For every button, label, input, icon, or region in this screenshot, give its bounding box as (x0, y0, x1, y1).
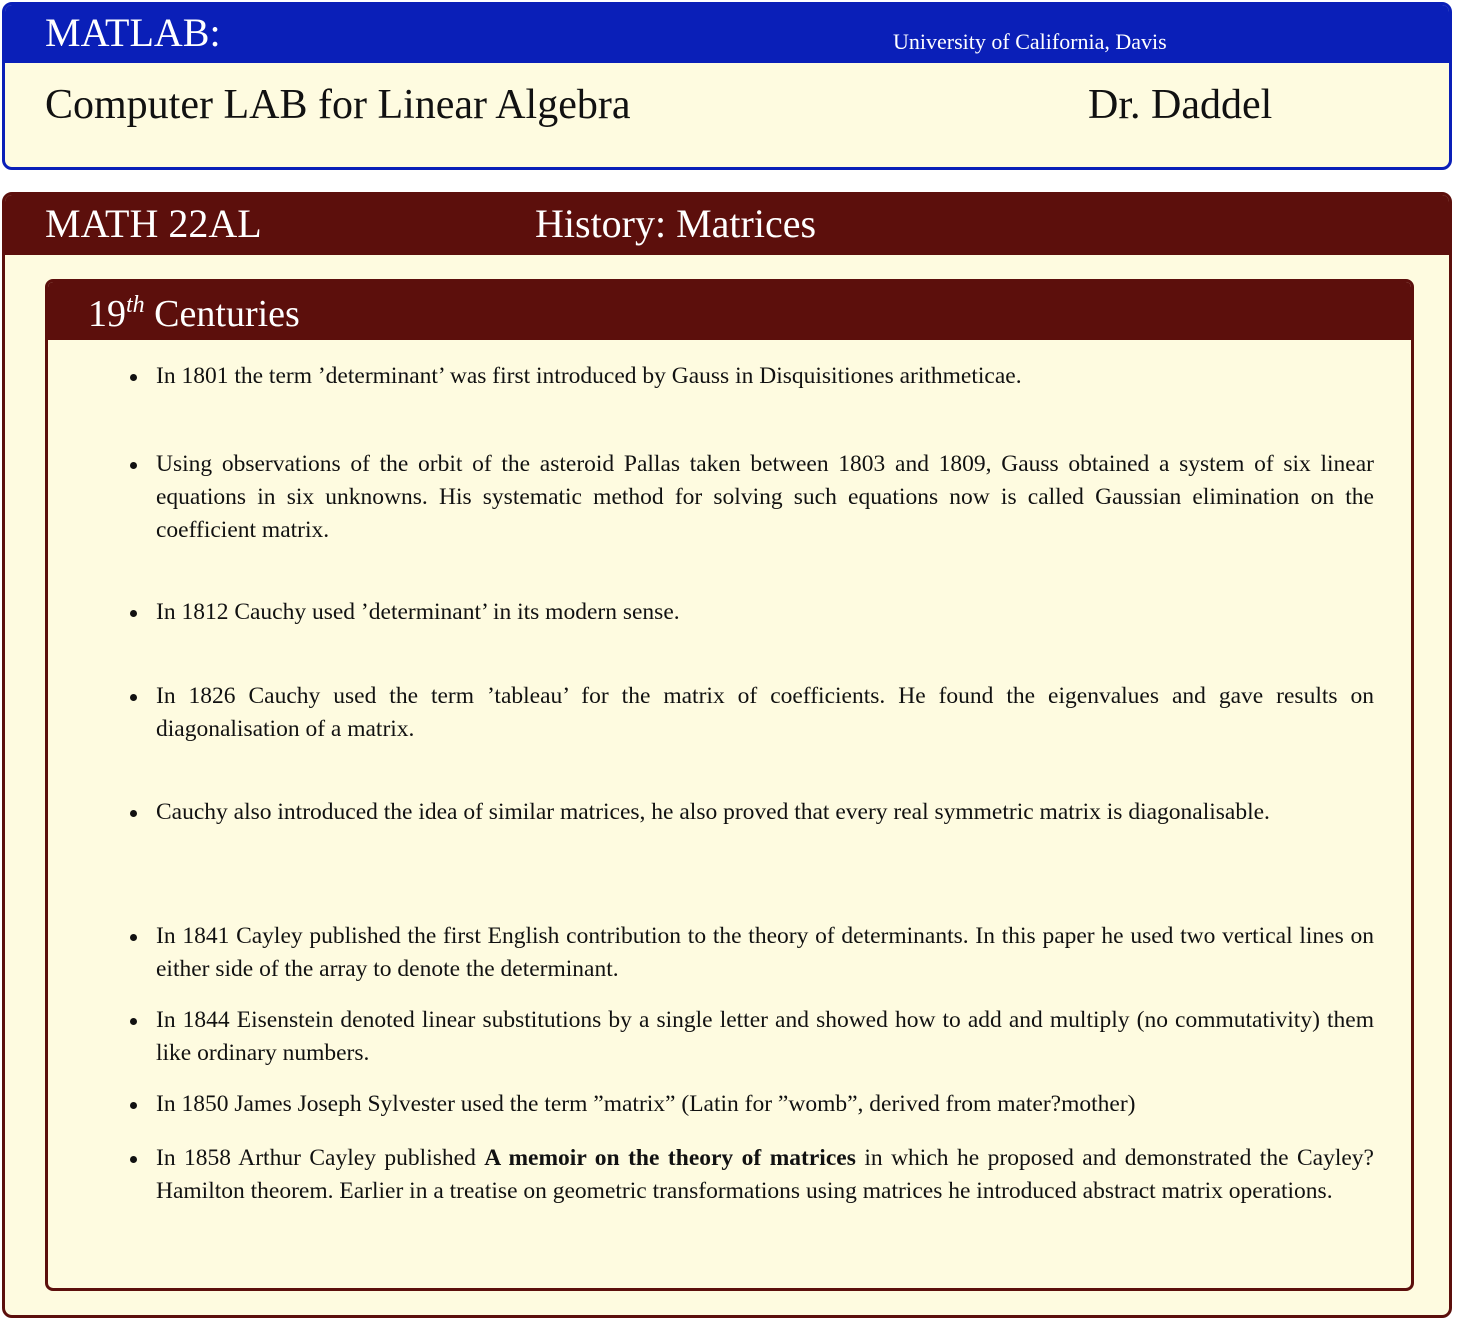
list-item: In 1826 Cauchy used the term ’tableau’ for the matrix of coefficients. He found the eigenvalues and gave results on diagonalisation of a matrix. (156, 680, 1374, 746)
course-name: Computer LAB for Linear Algebra (45, 82, 631, 128)
section-title (88, 292, 300, 336)
list-item-text: in which he proposed and demonstrated the Cayley?Hamilton theorem. Earlier in a treatise on geometric transformations using matrices he introduced abstract matrix operations. (156, 1145, 1374, 1204)
list-item: Using observations of the orbit of the asteroid Pallas taken between 1803 and 1809, Gauss obtained a system of six linear equations in six unknowns. His systematic method for solving such equations now is called Gaussian elimination on the coefficient matrix. (156, 448, 1374, 547)
university-name: University of California, Davis (893, 29, 1167, 54)
header-bar (5, 5, 1449, 63)
list-item: In 1812 Cauchy used ’determinant’ in its modern sense. (156, 596, 1374, 629)
section-title-text: Centuries (154, 293, 300, 335)
list-item: In 1801 the term ’determinant’ was first introduced by Gauss in Disquisitiones arithmeticae. (156, 360, 1374, 393)
instructor-name: Dr. Daddel (1088, 82, 1273, 128)
list-item-text: In 1858 Arthur Cayley published (156, 1145, 485, 1171)
section-title-number: 19 (88, 293, 126, 335)
header-box (2, 2, 1452, 170)
main-bar (5, 195, 1449, 255)
page-title: History: Matrices (535, 201, 817, 246)
section-box (45, 279, 1414, 1291)
list-item: In 1841 Cayley published the first English contribution to the theory of determinants. In this paper he used two vertical lines on either side of the array to denote the determinant. (156, 920, 1374, 986)
list-item: In 1844 Eisenstein denoted linear substitutions by a single letter and showed how to add and multiply (no commutativity) them like ordinary numbers. (156, 1004, 1374, 1070)
list-item: In 1850 James Joseph Sylvester used the term ”matrix” (Latin for ”womb”, derived from mater?mother) (156, 1088, 1374, 1121)
main-box (2, 192, 1452, 1318)
section-title-superscript: th (126, 292, 145, 318)
header-title: MATLAB: (45, 10, 221, 55)
list-item (156, 1142, 1374, 1208)
course-code: MATH 22AL (45, 201, 262, 246)
list-item: Cauchy also introduced the idea of similar matrices, he also proved that every real symmetric matrix is diagonalisable. (156, 796, 1374, 829)
section-bar (48, 282, 1411, 340)
memoir-title: A memoir on the theory of matrices (484, 1145, 856, 1171)
